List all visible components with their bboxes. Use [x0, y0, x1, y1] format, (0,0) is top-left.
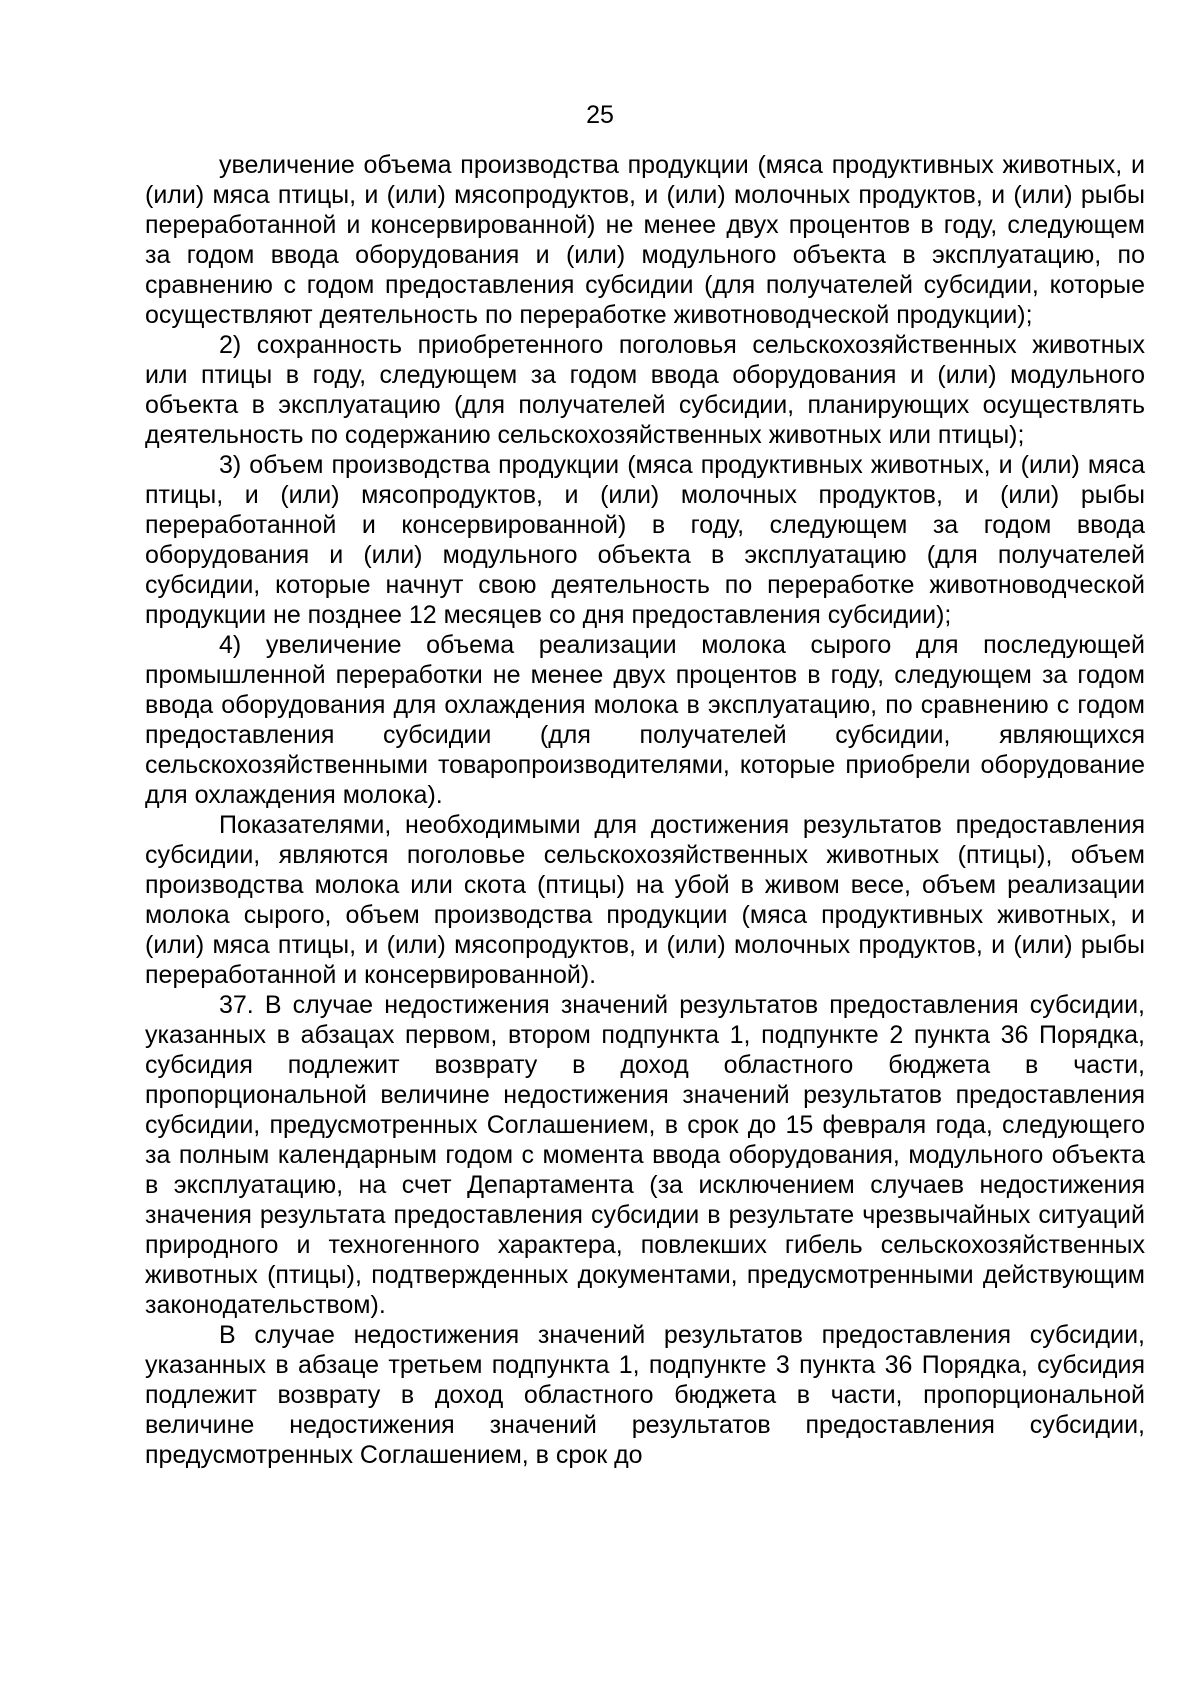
paragraph-point-37-refund: 37. В случае недостижения значений результатов предоставления субсидии, указанных в абзацах первом, втором подпункта 1, подпункте 2 пункта 36 Порядка, субсидия подлежит возврату в доход областного бюджета в части, пропорциональной величине недостижения значений результатов предоставления субсидии, предусмотренных Соглашением, в срок до 15 февраля года, следующего за полным календарным годом с момента ввода оборудования, модульного объекта в эксплуатацию, на счет Департамента (за исключением случаев недостижения значения результата предоставления субсидии в результате чрезвычайных ситуаций природного и техногенного характера, повлекших гибель сельскохозяйственных животных (птицы), подтвержденных документами, предусмотренными действующим законодательством).: [145, 991, 1145, 1319]
paragraph-item-3-production-volume: 3) объем производства продукции (мяса продуктивных животных, и (или) мяса птицы, и (или) мясопродуктов, и (или) молочных продуктов, и (или) рыбы переработанной и консервированной) в году, следующем за годом ввода оборудования и (или) модульного объекта в эксплуатацию (для получателей субсидии, которые начнут свою деятельность по переработке животноводческой продукции не позднее 12 месяцев со дня предоставления субсидии);: [145, 451, 1145, 629]
paragraph-item-4-milk-sales: 4) увеличение объема реализации молока сырого для последующей промышленной переработки не менее двух процентов в году, следующем за годом ввода оборудования для охлаждения молока в эксплуатацию, по сравнению с годом предоставления субсидии (для получателей субсидии, являющихся сельскохозяйственными товаропроизводителями, которые приобрели оборудование для охлаждения молока).: [145, 631, 1145, 809]
paragraph-result-increase-processing: увеличение объема производства продукции (мяса продуктивных животных, и (или) мяса птицы, и (или) мясопродуктов, и (или) молочных продуктов, и (или) рыбы переработанной и консервированной) не менее двух процентов в году, следующем за годом ввода оборудования и (или) модульного объекта в эксплуатацию, по сравнению с годом предоставления субсидии (для получателей субсидии, которые осуществляют деятельность по переработке животноводческой продукции);: [145, 151, 1145, 329]
document-body: [145, 150, 1145, 1470]
paragraph-indicators: Показателями, необходимыми для достижения результатов предоставления субсидии, являются поголовье сельскохозяйственных животных (птицы), объем производства молока или скота (птицы) на убой в живом весе, объем реализации молока сырого, объем производства продукции (мяса продуктивных животных, и (или) мяса птицы, и (или) мясопродуктов, и (или) молочных продуктов, и (или) рыбы переработанной и консервированной).: [145, 811, 1145, 989]
page-number: 25: [586, 101, 614, 129]
paragraph-refund-item-3: В случае недостижения значений результатов предоставления субсидии, указанных в абзаце третьем подпункта 1, подпункте 3 пункта 36 Порядка, субсидия подлежит возврату в доход областного бюджета в части, пропорциональной величине недостижения значений результатов предоставления субсидии, предусмотренных Соглашением, в срок до: [145, 1321, 1145, 1469]
paragraph-item-2-livestock-retention: 2) сохранность приобретенного поголовья сельскохозяйственных животных или птицы в году, следующем за годом ввода оборудования и (или) модульного объекта в эксплуатацию (для получателей субсидии, планирующих осуществлять деятельность по содержанию сельскохозяйственных животных или птицы);: [145, 331, 1145, 449]
